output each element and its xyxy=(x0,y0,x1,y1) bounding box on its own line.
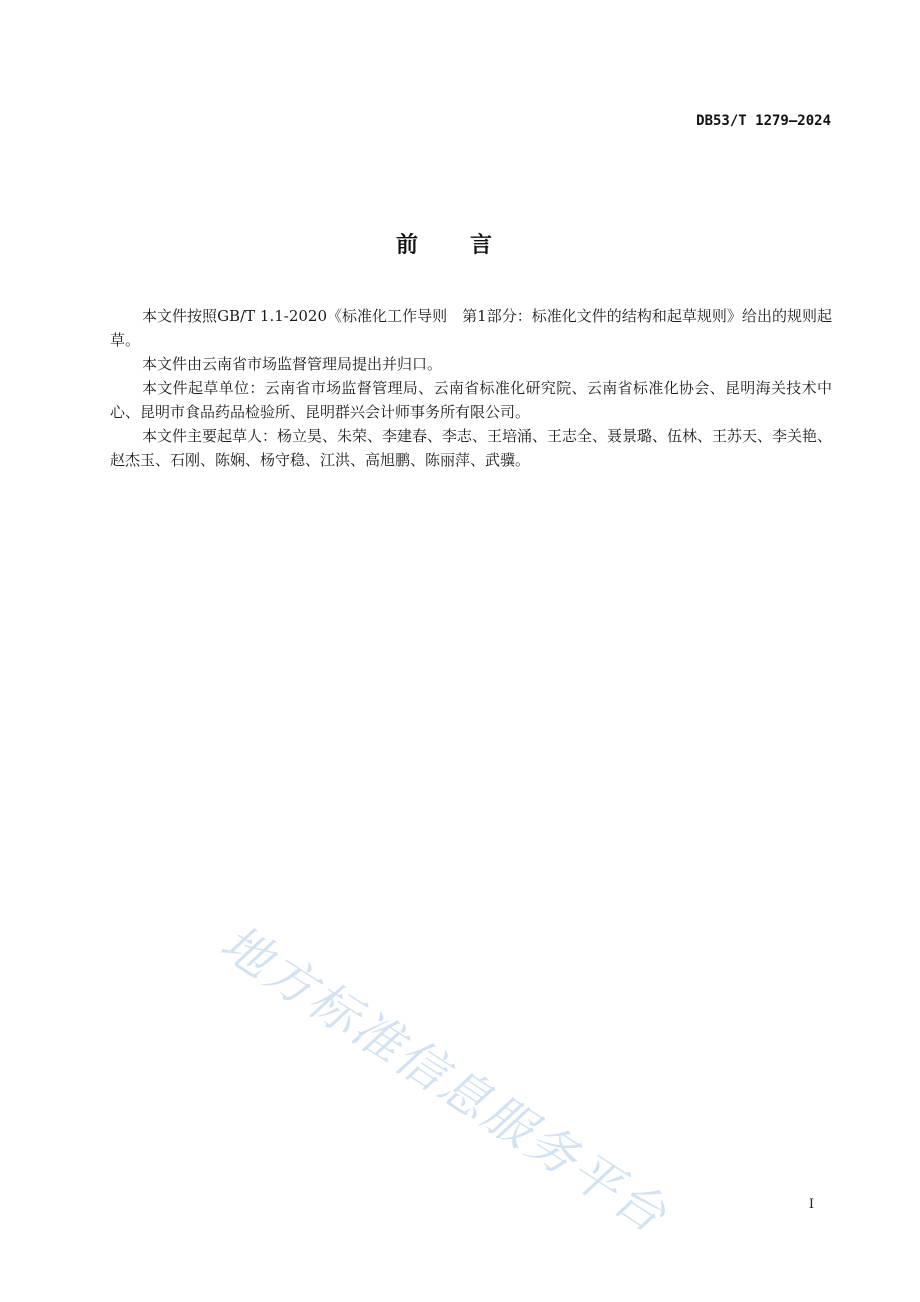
page-number: I xyxy=(808,1197,814,1212)
paragraph-proposer: 本文件由云南省市场监督管理局提出并归口。 xyxy=(142,355,443,373)
paragraph-drafting-rules: 本文件按照GB/T 1.1-2020《标准化工作导则 第1部分：标准化文件的结构和起草规则》给出的规则起草。 xyxy=(110,307,832,349)
foreword-body xyxy=(110,304,832,472)
document-code: DB53/T 1279—2024 xyxy=(696,113,831,129)
page-title: 前言 xyxy=(395,233,544,258)
paragraph-drafting-units: 本文件起草单位：云南省市场监督管理局、云南省标准化研究院、云南省标准化协会、昆明海关技术中心、昆明市食品药品检验所、昆明群兴会计师事务所有限公司。 xyxy=(110,379,832,421)
watermark: 地方标准信息服务平台 xyxy=(210,914,678,1246)
paragraph-drafters: 本文件主要起草人：杨立昊、朱荣、李建春、李志、王培涌、王志全、聂景璐、伍林、王苏天、李关艳、赵杰玉、石刚、陈娴、杨守稳、江洪、高旭鹏、陈丽萍、武骥。 xyxy=(110,427,833,469)
